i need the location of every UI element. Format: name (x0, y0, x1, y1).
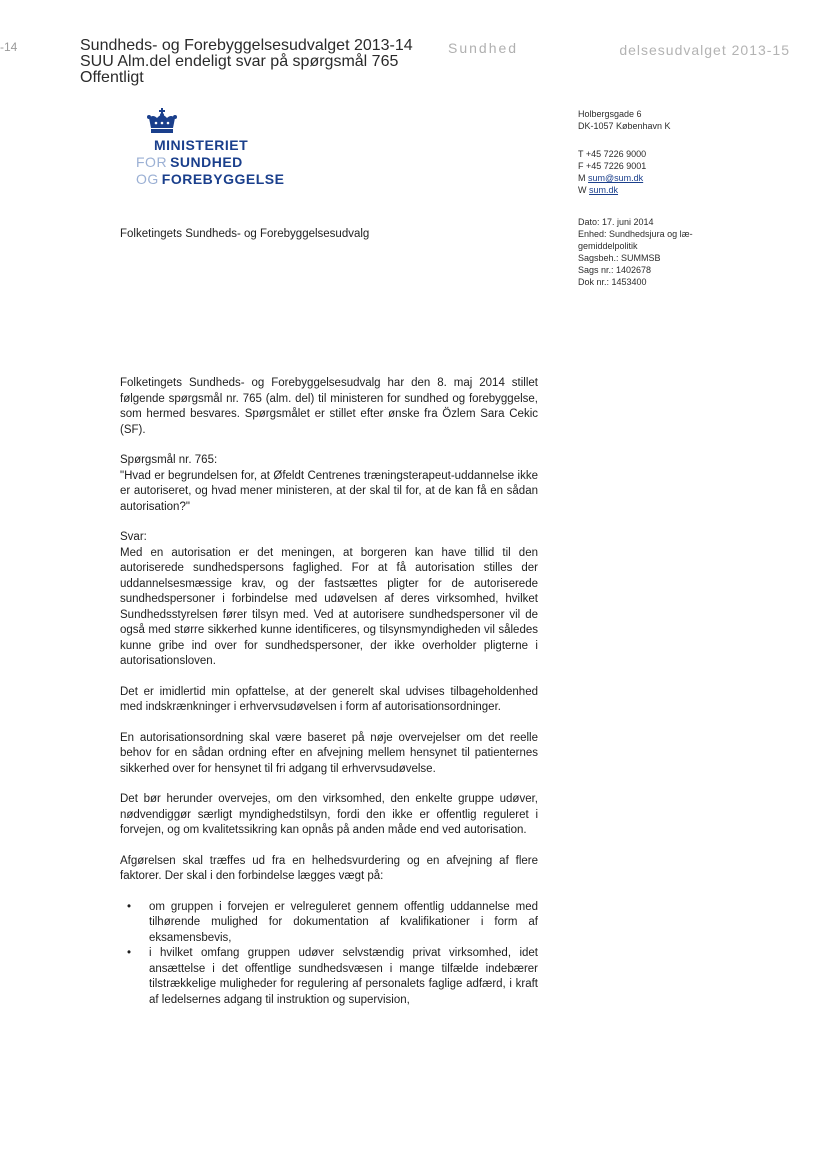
logo-word: SUNDHED (170, 154, 243, 170)
document-header-title (80, 38, 440, 86)
logo-prefix: FOR (136, 154, 168, 170)
logo-word: FOREBYGGELSE (161, 171, 285, 187)
ministry-logo (118, 137, 284, 188)
logo-line-2 (118, 154, 284, 171)
mail-prefix: M (578, 173, 586, 183)
address-street: Holbergsgade 6 (578, 109, 642, 119)
header-right-stamp: delsesudvalget 2013-15 (619, 42, 790, 58)
answer-label: Svar: (120, 531, 147, 543)
answer-paragraph: Det er imidlertid min opfattelse, at der generelt skal udvises tilbageholdenhed med indskrænkninger i erhvervsudøvelsen i form af autorisationsordninger. (120, 685, 538, 713)
header-title-line: SUU Alm.del endeligt svar på spørgsmål 765 (80, 53, 399, 70)
header-mid-stamp: Sundhed (448, 40, 519, 56)
list-item-text: i hvilket omfang gruppen udøver selvstændig privat virksomhed, idet ansættelse i det offentlige sundhedsvæsen i mange tilfælde indebærer tilstrækkelige muligheder for regulering af personalets faglige adfærd, i kraft af ledelsernes adgang til instruktion og supervision, (149, 947, 538, 1006)
web-link[interactable]: sum.dk (589, 185, 619, 195)
criteria-list (120, 900, 538, 1009)
answer-paragraph: Afgørelsen skal træffes ud fra en helhedsvurdering og en afvejning af flere faktorer. Der skal i den forbindelse lægges vægt på: (120, 854, 538, 882)
answer-paragraph: Det bør herunder overvejes, om den virksomhed, den enkelte gruppe udøver, nødvendiggør særligt myndighedstilsyn, fordi den ikke er offentlig reguleret i forvejen, og om kvalitetssikring kan opnås på anden måde end ved autorisation. (120, 793, 538, 836)
recipient: Folketingets Sundheds- og Forebyggelsesudvalg (120, 228, 370, 240)
list-item (127, 946, 538, 1008)
meta-date: Dato: 17. juni 2014 (578, 217, 654, 227)
meta-case-no: Sags nr.: 1402678 (578, 265, 652, 275)
document-metadata (578, 216, 718, 288)
sender-address (578, 108, 798, 196)
meta-caseworker: Sagsbeh.: SUMMSB (578, 253, 661, 263)
bullet-icon: • (127, 900, 132, 913)
meta-unit-cont: gemiddelpolitik (578, 241, 638, 251)
meta-doc-no: Dok nr.: 1453400 (578, 277, 647, 287)
answer-paragraph: Med en autorisation er det meningen, at borgeren kan have tillid til den autoriserede sundhedspersons faglighed. For at få autorisation stilles der uddannelsesmæssige krav, og der fastsættes pligter for de autoriserede sundhedspersoner i forbindelse med udøvelsen af deres virksomhed, hvilket Sundhedsstyrelsen fører tilsyn med. Ved at autorisere sundhedspersoner vil de også med større sikkerhed kunne identificeres, og tilsynsmyndigheden vil således kunne gribe ind over for sundhedspersoner, der ikke overholder pligterne i autorisationsloven. (120, 546, 538, 667)
web-prefix: W (578, 185, 587, 195)
list-item-text: om gruppen i forvejen er velreguleret gennem offentlig uddannelse med tilhørende mulighed for dokumentation af kvalifikationer i form af eksamensbevis, (149, 900, 538, 944)
logo-line-3 (118, 171, 284, 188)
address-phone: T +45 7226 9000 (578, 149, 647, 159)
address-mail-row (578, 172, 798, 184)
crown-icon (145, 108, 179, 138)
address-city: DK-1057 København K (578, 121, 671, 131)
letter-body (120, 376, 538, 1008)
header-title-line: Sundheds- og Forebyggelsesudvalget 2013-14 (80, 37, 413, 54)
logo-prefix: OG (136, 171, 159, 187)
list-item (127, 900, 538, 947)
address-fax: F +45 7226 9001 (578, 161, 647, 171)
meta-unit: Enhed: Sundhedsjura og læ- (578, 229, 693, 239)
header-title-line: Offentligt (80, 69, 144, 86)
mail-link[interactable]: sum@sum.dk (588, 173, 644, 183)
address-web-row (578, 184, 798, 196)
intro-paragraph: Folketingets Sundheds- og Forebyggelsesudvalg har den 8. maj 2014 stillet følgende spørgsmål nr. 765 (alm. del) til ministeren for sundhed og forebyggelse, som hermed besvares. Spørgsmålet er stillet efter ønske fra Özlem Sara Cekic (SF). (120, 377, 538, 436)
question-text: "Hvad er begrundelsen for, at Øfeldt Centrenes træningsterapeut-uddannelse ikke er autoriseret, og hvad mener ministeren, at der skal til for, at de kan få en sådan autorisation?" (120, 469, 538, 513)
question-label: Spørgsmål nr. 765: (120, 454, 218, 466)
header-left-code: -14 (0, 40, 18, 54)
answer-paragraph: En autorisationsordning skal være baseret på nøje overvejelser om det reelle behov for en sådan ordning efter en afvejning mellem hensynet til patienternes sikkerhed over for hensynet til fri adgang til erhvervsudøvelse. (120, 731, 538, 775)
bullet-icon: • (127, 947, 132, 959)
logo-line-1: MINISTERIET (154, 137, 249, 153)
